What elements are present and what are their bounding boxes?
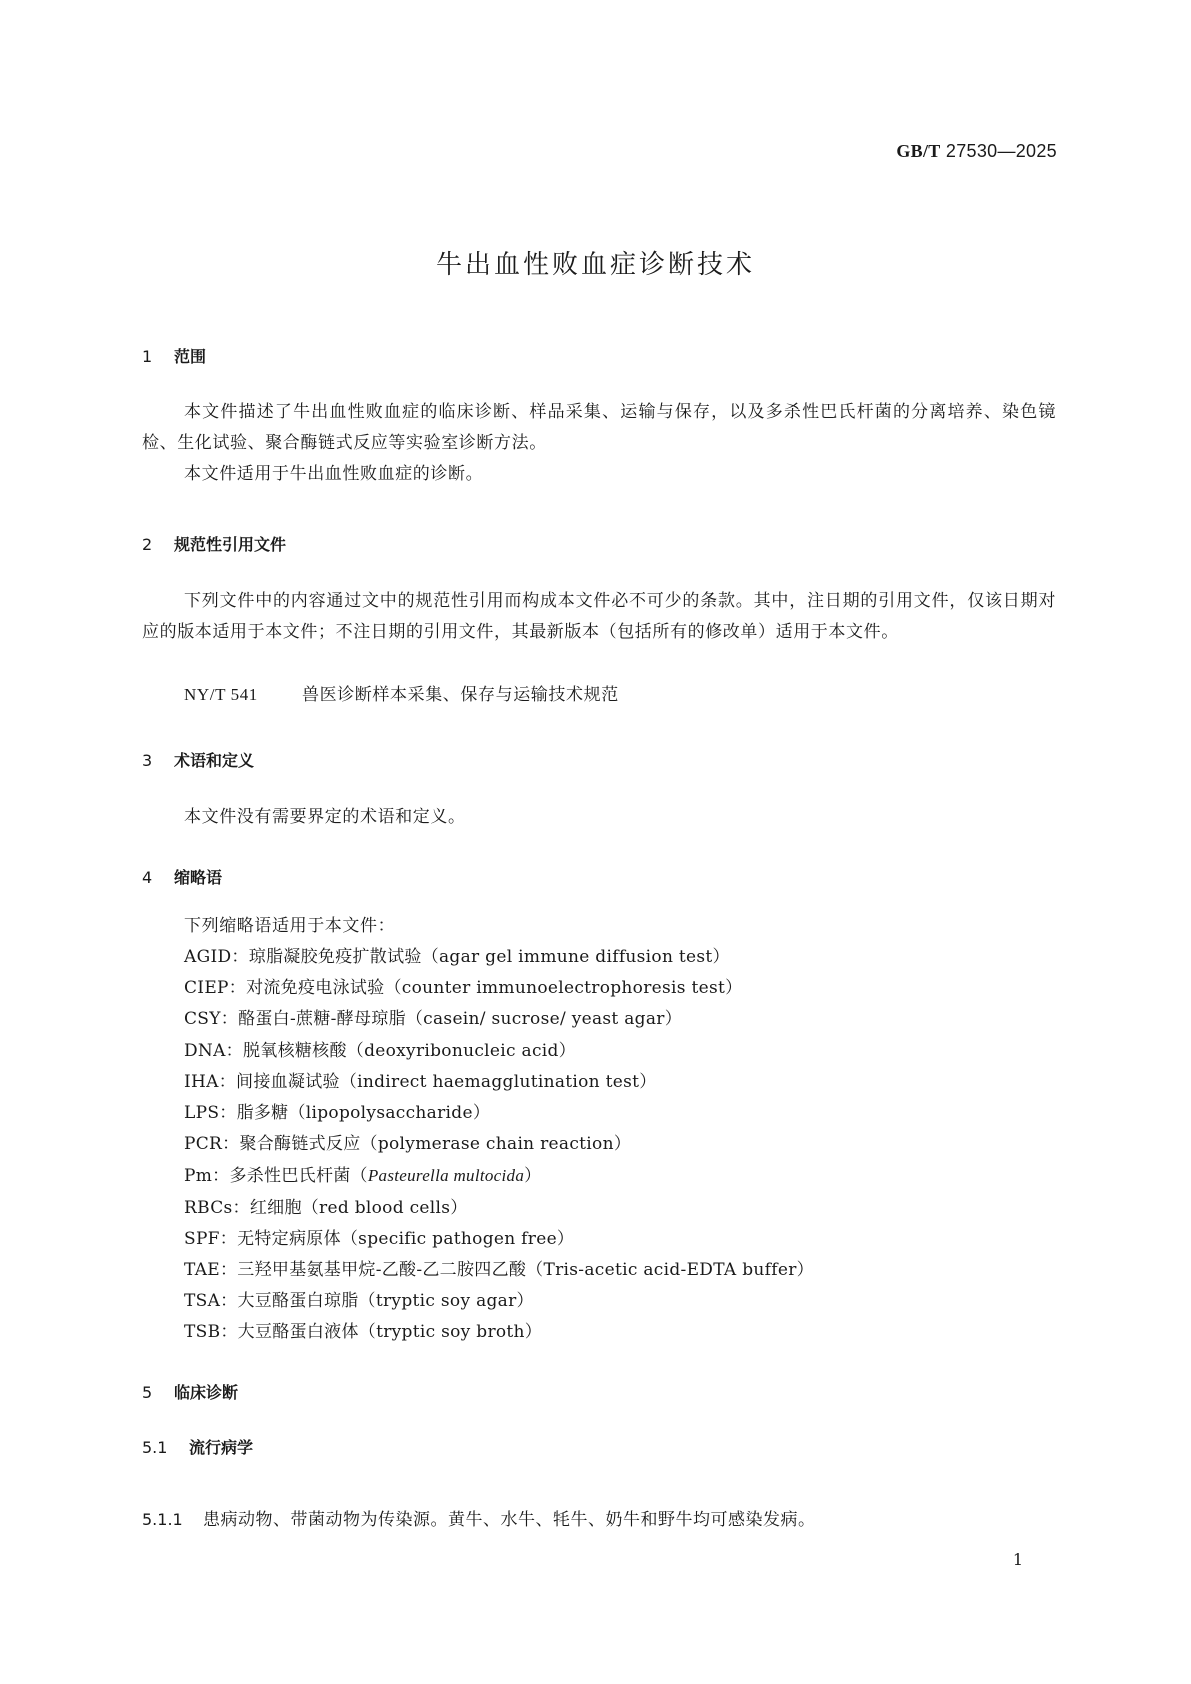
section-4-heading (142, 865, 222, 888)
section-2-heading (142, 532, 286, 555)
section-number: 2 (142, 535, 153, 554)
section-5-1-heading (142, 1435, 253, 1458)
abbreviation-item: IHA：间接血凝试验（indirect haemagglutination test） (184, 1071, 657, 1092)
abbreviation-item: TSB：大豆酪蛋白液体（tryptic soy broth） (184, 1322, 543, 1343)
abbreviation-item: CIEP：对流免疫电泳试验（counter immunoelectrophoresis test） (184, 978, 743, 999)
species-name-italic: Pasteurella multocida (367, 1166, 525, 1186)
normative-reference (184, 679, 1056, 711)
abbreviation-item: PCR：聚合酶链式反应（polymerase chain reaction） (184, 1134, 632, 1155)
reference-code: NY/T 541 (184, 685, 258, 704)
subsection-number: 5.1 (142, 1438, 168, 1457)
clause-text: 患病动物、带菌动物为传染源。黄牛、水牛、牦牛、奶牛和野牛均可感染发病。 (203, 1510, 816, 1530)
clause-5-1-1 (142, 1505, 816, 1530)
section-3-paragraph-1: 本文件没有需要界定的术语和定义。 (184, 807, 466, 827)
section-title: 范围 (174, 347, 207, 366)
section-title: 缩略语 (174, 868, 223, 887)
standard-prefix: GB/T (896, 141, 941, 161)
standard-code: 27530—2025 (945, 141, 1057, 161)
clause-number: 5.1.1 (142, 1510, 183, 1529)
section-title: 规范性引用文件 (174, 535, 287, 554)
section-1-heading (142, 344, 206, 367)
abbreviation-item (184, 1160, 814, 1192)
standard-number (896, 141, 1057, 162)
document-title: 牛出血性败血症诊断技术 (435, 250, 755, 280)
section-title: 临床诊断 (174, 1383, 239, 1402)
section-number: 1 (142, 347, 153, 366)
section-number: 3 (142, 751, 153, 770)
section-2-paragraph-1: 下列文件中的内容通过文中的规范性引用而构成本文件必不可少的条款。其中，注日期的引用文件，仅该日期对应的版本适用于本文件；不注日期的引用文件，其最新版本（包括所有的修改单）适用于本文件。 (142, 591, 1056, 642)
section-title: 术语和定义 (174, 751, 255, 770)
abbreviation-item: TSA：大豆酪蛋白琼脂（tryptic soy agar） (184, 1291, 534, 1312)
reference-title: 兽医诊断样本采集、保存与运输技术规范 (302, 685, 619, 705)
section-3-heading (142, 748, 254, 771)
abbreviation-item: TAE：三羟甲基氨基甲烷-乙酸-乙二胺四乙酸（Tris-acetic acid-EDTA buffer） (184, 1260, 814, 1281)
abbreviation-item: LPS：脂多糖（lipopolysaccharide） (184, 1103, 491, 1124)
abbreviation-intro: 下列缩略语适用于本文件： (184, 916, 396, 936)
abbreviation-item: CSY：酪蛋白-蔗糖-酵母琼脂（casein/ sucrose/ yeast agar） (184, 1009, 683, 1030)
section-1-paragraph-1: 本文件描述了牛出血性败血症的临床诊断、样品采集、运输与保存，以及多杀性巴氏杆菌的分离培养、染色镜检、生化试验、聚合酶链式反应等实验室诊断方法。 (142, 402, 1056, 453)
abbreviation-item: DNA：脱氧核糖核酸（deoxyribonucleic acid） (184, 1040, 576, 1061)
page-number: 1 (1012, 1550, 1023, 1569)
abbreviation-item: RBCs：红细胞（red blood cells） (184, 1197, 468, 1218)
section-1-paragraph-2: 本文件适用于牛出血性败血症的诊断。 (184, 464, 484, 484)
abbreviation-suffix: ） (524, 1166, 542, 1187)
abbreviation-prefix: Pm：多杀性巴氏杆菌（ (184, 1166, 368, 1187)
section-number: 4 (142, 868, 153, 887)
abbreviation-item: SPF：无特定病原体（specific pathogen free） (184, 1228, 575, 1249)
abbreviation-item: AGID：琼脂凝胶免疫扩散试验（agar gel immune diffusion test） (184, 947, 730, 967)
section-5-heading (142, 1380, 238, 1403)
section-number: 5 (142, 1383, 153, 1402)
subsection-title: 流行病学 (189, 1438, 254, 1457)
abbreviation-list (184, 942, 814, 1349)
